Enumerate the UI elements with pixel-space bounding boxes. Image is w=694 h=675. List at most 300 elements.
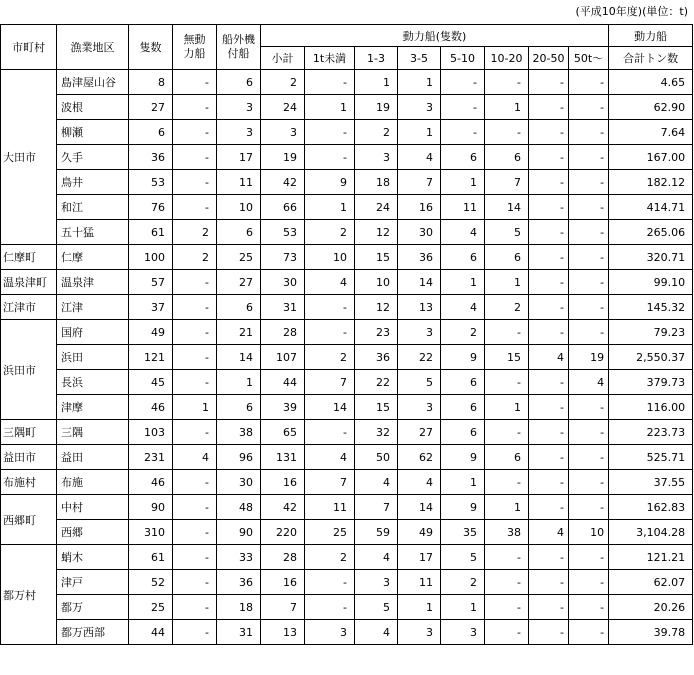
header-non-powered-line2: 力船 xyxy=(183,47,206,60)
municipality-cell: 西郷町 xyxy=(1,495,57,545)
value-cell: 25 xyxy=(305,520,355,545)
value-cell: 59 xyxy=(355,520,398,545)
value-cell: 121 xyxy=(129,345,173,370)
value-cell: 5 xyxy=(441,545,485,570)
table-row xyxy=(1,420,693,445)
header-outboard-line1: 船外機 xyxy=(222,33,255,46)
value-cell: 28 xyxy=(261,320,305,345)
value-cell: - xyxy=(529,595,569,620)
district-cell: 津摩 xyxy=(57,395,129,420)
table-row xyxy=(1,495,693,520)
value-cell: - xyxy=(569,195,609,220)
value-cell: - xyxy=(305,570,355,595)
value-cell: 28 xyxy=(261,545,305,570)
value-cell: - xyxy=(529,95,569,120)
table-row xyxy=(1,395,693,420)
value-cell: 99.10 xyxy=(609,270,693,295)
value-cell: 1 xyxy=(485,270,529,295)
value-cell: 2 xyxy=(305,345,355,370)
district-cell: 三隅 xyxy=(57,420,129,445)
table-row xyxy=(1,295,693,320)
value-cell: 6 xyxy=(217,395,261,420)
value-cell: 17 xyxy=(398,545,441,570)
value-cell: - xyxy=(529,620,569,645)
value-cell: 11 xyxy=(398,570,441,595)
value-cell: 22 xyxy=(355,370,398,395)
header-municipality: 市町村 xyxy=(1,25,57,70)
value-cell: 414.71 xyxy=(609,195,693,220)
value-cell: 1 xyxy=(398,595,441,620)
value-cell: 30 xyxy=(398,220,441,245)
header-outboard xyxy=(217,25,261,70)
table-row xyxy=(1,170,693,195)
value-cell: - xyxy=(569,320,609,345)
value-cell: - xyxy=(529,420,569,445)
value-cell: 11 xyxy=(217,170,261,195)
value-cell: - xyxy=(441,120,485,145)
municipality-cell: 江津市 xyxy=(1,295,57,320)
value-cell: 379.73 xyxy=(609,370,693,395)
value-cell: 37 xyxy=(129,295,173,320)
value-cell: - xyxy=(529,245,569,270)
value-cell: 79.23 xyxy=(609,320,693,345)
value-cell: - xyxy=(441,95,485,120)
value-cell: 4 xyxy=(441,295,485,320)
value-cell: - xyxy=(485,470,529,495)
value-cell: - xyxy=(529,270,569,295)
value-cell: 3 xyxy=(398,320,441,345)
value-cell: - xyxy=(305,420,355,445)
value-cell: 62 xyxy=(398,445,441,470)
value-cell: 57 xyxy=(129,270,173,295)
value-cell: - xyxy=(485,370,529,395)
value-cell: 3 xyxy=(355,570,398,595)
header-1-3: 1-3 xyxy=(355,47,398,70)
value-cell: 61 xyxy=(129,545,173,570)
header-powered-group: 動力船(隻数) xyxy=(261,25,609,47)
value-cell: 36 xyxy=(217,570,261,595)
value-cell: 3,104.28 xyxy=(609,520,693,545)
value-cell: 14 xyxy=(305,395,355,420)
value-cell: - xyxy=(569,395,609,420)
value-cell: 53 xyxy=(129,170,173,195)
value-cell: 33 xyxy=(217,545,261,570)
value-cell: - xyxy=(569,270,609,295)
value-cell: - xyxy=(173,420,217,445)
value-cell: - xyxy=(569,570,609,595)
value-cell: 7 xyxy=(485,170,529,195)
value-cell: - xyxy=(569,495,609,520)
value-cell: 25 xyxy=(217,245,261,270)
district-cell: 西郷 xyxy=(57,520,129,545)
value-cell: 223.73 xyxy=(609,420,693,445)
value-cell: - xyxy=(569,245,609,270)
value-cell: 46 xyxy=(129,470,173,495)
value-cell: - xyxy=(173,270,217,295)
value-cell: 36 xyxy=(398,245,441,270)
value-cell: - xyxy=(529,495,569,520)
value-cell: 2 xyxy=(485,295,529,320)
value-cell: 3 xyxy=(261,120,305,145)
value-cell: 4 xyxy=(305,445,355,470)
value-cell: 3 xyxy=(398,395,441,420)
value-cell: 15 xyxy=(355,395,398,420)
value-cell: - xyxy=(529,470,569,495)
district-cell: 益田 xyxy=(57,445,129,470)
value-cell: 45 xyxy=(129,370,173,395)
value-cell: 9 xyxy=(441,445,485,470)
value-cell: 1 xyxy=(305,195,355,220)
value-cell: - xyxy=(173,120,217,145)
value-cell: 4 xyxy=(398,145,441,170)
header-total-boats: 隻数 xyxy=(129,25,173,70)
table-row xyxy=(1,220,693,245)
value-cell: 19 xyxy=(355,95,398,120)
value-cell: 9 xyxy=(441,345,485,370)
district-cell: 島津屋山谷 xyxy=(57,70,129,95)
value-cell: 3 xyxy=(398,620,441,645)
value-cell: 6 xyxy=(217,70,261,95)
value-cell: 25 xyxy=(129,595,173,620)
district-cell: 都万西部 xyxy=(57,620,129,645)
value-cell: 19 xyxy=(569,345,609,370)
value-cell: 4 xyxy=(398,470,441,495)
value-cell: 5 xyxy=(355,595,398,620)
value-cell: 6 xyxy=(129,120,173,145)
value-cell: - xyxy=(441,70,485,95)
table-row xyxy=(1,145,693,170)
value-cell: 2 xyxy=(261,70,305,95)
unit-note: (平成10年度)(単位：t) xyxy=(575,5,688,18)
value-cell: 31 xyxy=(261,295,305,320)
value-cell: - xyxy=(529,320,569,345)
value-cell: 1 xyxy=(485,95,529,120)
value-cell: 24 xyxy=(261,95,305,120)
value-cell: 3 xyxy=(355,145,398,170)
value-cell: 10 xyxy=(305,245,355,270)
district-cell: 中村 xyxy=(57,495,129,520)
value-cell: 61 xyxy=(129,220,173,245)
value-cell: 3 xyxy=(217,120,261,145)
header-non-powered-line1: 無動 xyxy=(183,33,206,46)
value-cell: 7.64 xyxy=(609,120,693,145)
value-cell: 6 xyxy=(485,145,529,170)
value-cell: - xyxy=(569,70,609,95)
value-cell: 24 xyxy=(355,195,398,220)
value-cell: 49 xyxy=(398,520,441,545)
value-cell: - xyxy=(569,445,609,470)
value-cell: - xyxy=(529,395,569,420)
value-cell: 7 xyxy=(305,470,355,495)
value-cell: 310 xyxy=(129,520,173,545)
value-cell: 39 xyxy=(261,395,305,420)
municipality-cell: 大田市 xyxy=(1,70,57,245)
table-row xyxy=(1,345,693,370)
table-row xyxy=(1,520,693,545)
table-row xyxy=(1,595,693,620)
value-cell: - xyxy=(485,70,529,95)
value-cell: - xyxy=(569,120,609,145)
value-cell: 107 xyxy=(261,345,305,370)
district-cell: 布施 xyxy=(57,470,129,495)
value-cell: 162.83 xyxy=(609,495,693,520)
value-cell: - xyxy=(173,70,217,95)
value-cell: 44 xyxy=(129,620,173,645)
value-cell: - xyxy=(569,145,609,170)
value-cell: 36 xyxy=(129,145,173,170)
district-cell: 柳瀬 xyxy=(57,120,129,145)
district-cell: 久手 xyxy=(57,145,129,170)
table-row xyxy=(1,245,693,270)
value-cell: 31 xyxy=(217,620,261,645)
value-cell: 42 xyxy=(261,495,305,520)
table-row xyxy=(1,270,693,295)
value-cell: 15 xyxy=(485,345,529,370)
value-cell: 4 xyxy=(355,620,398,645)
value-cell: 66 xyxy=(261,195,305,220)
value-cell: 2 xyxy=(355,120,398,145)
table-row xyxy=(1,195,693,220)
value-cell: - xyxy=(529,195,569,220)
value-cell: 12 xyxy=(355,220,398,245)
value-cell: 62.90 xyxy=(609,95,693,120)
value-cell: 44 xyxy=(261,370,305,395)
value-cell: 7 xyxy=(355,495,398,520)
value-cell: 62.07 xyxy=(609,570,693,595)
value-cell: 27 xyxy=(129,95,173,120)
header-20-50: 20-50 xyxy=(529,47,569,70)
value-cell: - xyxy=(305,120,355,145)
district-cell: 江津 xyxy=(57,295,129,320)
value-cell: - xyxy=(305,320,355,345)
value-cell: 8 xyxy=(129,70,173,95)
value-cell: 52 xyxy=(129,570,173,595)
header-district: 漁業地区 xyxy=(57,25,129,70)
value-cell: 38 xyxy=(217,420,261,445)
value-cell: - xyxy=(173,295,217,320)
value-cell: - xyxy=(173,345,217,370)
value-cell: 17 xyxy=(217,145,261,170)
value-cell: - xyxy=(173,545,217,570)
value-cell: 3 xyxy=(217,95,261,120)
value-cell: - xyxy=(569,295,609,320)
value-cell: 4 xyxy=(441,220,485,245)
value-cell: 37.55 xyxy=(609,470,693,495)
value-cell: 76 xyxy=(129,195,173,220)
value-cell: - xyxy=(569,170,609,195)
value-cell: 145.32 xyxy=(609,295,693,320)
value-cell: 4.65 xyxy=(609,70,693,95)
value-cell: - xyxy=(173,170,217,195)
fishing-boats-table xyxy=(0,24,693,645)
value-cell: 20.26 xyxy=(609,595,693,620)
value-cell: 50 xyxy=(355,445,398,470)
value-cell: 220 xyxy=(261,520,305,545)
value-cell: - xyxy=(485,620,529,645)
value-cell: 22 xyxy=(398,345,441,370)
value-cell: 100 xyxy=(129,245,173,270)
value-cell: 131 xyxy=(261,445,305,470)
value-cell: 4 xyxy=(355,470,398,495)
value-cell: - xyxy=(529,370,569,395)
table-row xyxy=(1,320,693,345)
value-cell: 5 xyxy=(398,370,441,395)
value-cell: - xyxy=(485,570,529,595)
value-cell: 4 xyxy=(529,345,569,370)
value-cell: 4 xyxy=(305,270,355,295)
value-cell: 11 xyxy=(305,495,355,520)
value-cell: 6 xyxy=(441,245,485,270)
value-cell: - xyxy=(305,70,355,95)
value-cell: 18 xyxy=(217,595,261,620)
value-cell: 182.12 xyxy=(609,170,693,195)
value-cell: 116.00 xyxy=(609,395,693,420)
value-cell: 73 xyxy=(261,245,305,270)
value-cell: 2,550.37 xyxy=(609,345,693,370)
value-cell: 6 xyxy=(441,395,485,420)
district-cell: 津戸 xyxy=(57,570,129,595)
value-cell: 21 xyxy=(217,320,261,345)
header-10-20: 10-20 xyxy=(485,47,529,70)
district-cell: 長浜 xyxy=(57,370,129,395)
table-row xyxy=(1,95,693,120)
value-cell: 27 xyxy=(217,270,261,295)
value-cell: - xyxy=(173,470,217,495)
value-cell: 9 xyxy=(441,495,485,520)
value-cell: 231 xyxy=(129,445,173,470)
value-cell: 53 xyxy=(261,220,305,245)
district-cell: 温泉津 xyxy=(57,270,129,295)
value-cell: - xyxy=(173,595,217,620)
value-cell: - xyxy=(529,170,569,195)
value-cell: 15 xyxy=(355,245,398,270)
table-row xyxy=(1,570,693,595)
value-cell: 3 xyxy=(305,620,355,645)
table-header xyxy=(1,25,693,70)
value-cell: - xyxy=(485,320,529,345)
value-cell: 1 xyxy=(217,370,261,395)
value-cell: - xyxy=(569,545,609,570)
value-cell: 90 xyxy=(217,520,261,545)
value-cell: - xyxy=(173,95,217,120)
value-cell: - xyxy=(485,420,529,445)
value-cell: 7 xyxy=(398,170,441,195)
value-cell: 121.21 xyxy=(609,545,693,570)
value-cell: 2 xyxy=(173,245,217,270)
district-cell: 和江 xyxy=(57,195,129,220)
value-cell: 2 xyxy=(441,570,485,595)
header-3-5: 3-5 xyxy=(398,47,441,70)
value-cell: 2 xyxy=(305,220,355,245)
value-cell: 10 xyxy=(569,520,609,545)
value-cell: 30 xyxy=(217,470,261,495)
value-cell: - xyxy=(173,520,217,545)
value-cell: 1 xyxy=(173,395,217,420)
value-cell: 18 xyxy=(355,170,398,195)
value-cell: 65 xyxy=(261,420,305,445)
value-cell: 46 xyxy=(129,395,173,420)
value-cell: 6 xyxy=(485,445,529,470)
value-cell: - xyxy=(305,145,355,170)
value-cell: 525.71 xyxy=(609,445,693,470)
value-cell: 6 xyxy=(485,245,529,270)
header-powered-tonnage-line2: 合計トン数 xyxy=(609,47,693,70)
value-cell: 32 xyxy=(355,420,398,445)
table-row xyxy=(1,470,693,495)
value-cell: 1 xyxy=(398,120,441,145)
value-cell: - xyxy=(485,545,529,570)
table-body xyxy=(1,70,693,645)
value-cell: - xyxy=(529,545,569,570)
value-cell: 39.78 xyxy=(609,620,693,645)
value-cell: 1 xyxy=(485,495,529,520)
value-cell: 1 xyxy=(398,70,441,95)
value-cell: 13 xyxy=(398,295,441,320)
value-cell: 4 xyxy=(355,545,398,570)
value-cell: 3 xyxy=(441,620,485,645)
table-row xyxy=(1,370,693,395)
value-cell: 1 xyxy=(355,70,398,95)
header-50t-plus: 50t～ xyxy=(569,47,609,70)
value-cell: - xyxy=(529,570,569,595)
municipality-cell: 布施村 xyxy=(1,470,57,495)
value-cell: 6 xyxy=(441,370,485,395)
value-cell: 9 xyxy=(305,170,355,195)
value-cell: 3 xyxy=(398,95,441,120)
value-cell: 48 xyxy=(217,495,261,520)
value-cell: 16 xyxy=(261,570,305,595)
value-cell: 6 xyxy=(217,295,261,320)
value-cell: - xyxy=(529,220,569,245)
value-cell: 103 xyxy=(129,420,173,445)
value-cell: - xyxy=(173,195,217,220)
value-cell: - xyxy=(529,145,569,170)
value-cell: - xyxy=(173,145,217,170)
value-cell: 1 xyxy=(485,395,529,420)
value-cell: - xyxy=(485,120,529,145)
value-cell: 13 xyxy=(261,620,305,645)
value-cell: 30 xyxy=(261,270,305,295)
table-row xyxy=(1,620,693,645)
value-cell: 16 xyxy=(398,195,441,220)
district-cell: 仁摩 xyxy=(57,245,129,270)
municipality-cell: 仁摩町 xyxy=(1,245,57,270)
district-cell: 国府 xyxy=(57,320,129,345)
value-cell: 23 xyxy=(355,320,398,345)
value-cell: - xyxy=(569,420,609,445)
table-row xyxy=(1,545,693,570)
value-cell: - xyxy=(173,620,217,645)
value-cell: - xyxy=(305,295,355,320)
value-cell: - xyxy=(305,595,355,620)
value-cell: 1 xyxy=(305,95,355,120)
municipality-cell: 都万村 xyxy=(1,545,57,645)
municipality-cell: 浜田市 xyxy=(1,320,57,420)
value-cell: - xyxy=(529,70,569,95)
value-cell: - xyxy=(569,95,609,120)
value-cell: 19 xyxy=(261,145,305,170)
value-cell: 4 xyxy=(569,370,609,395)
value-cell: 90 xyxy=(129,495,173,520)
table-row xyxy=(1,445,693,470)
value-cell: 265.06 xyxy=(609,220,693,245)
value-cell: 38 xyxy=(485,520,529,545)
value-cell: - xyxy=(529,295,569,320)
value-cell: 1 xyxy=(441,595,485,620)
value-cell: - xyxy=(569,620,609,645)
value-cell: 1 xyxy=(441,170,485,195)
value-cell: 2 xyxy=(441,320,485,345)
